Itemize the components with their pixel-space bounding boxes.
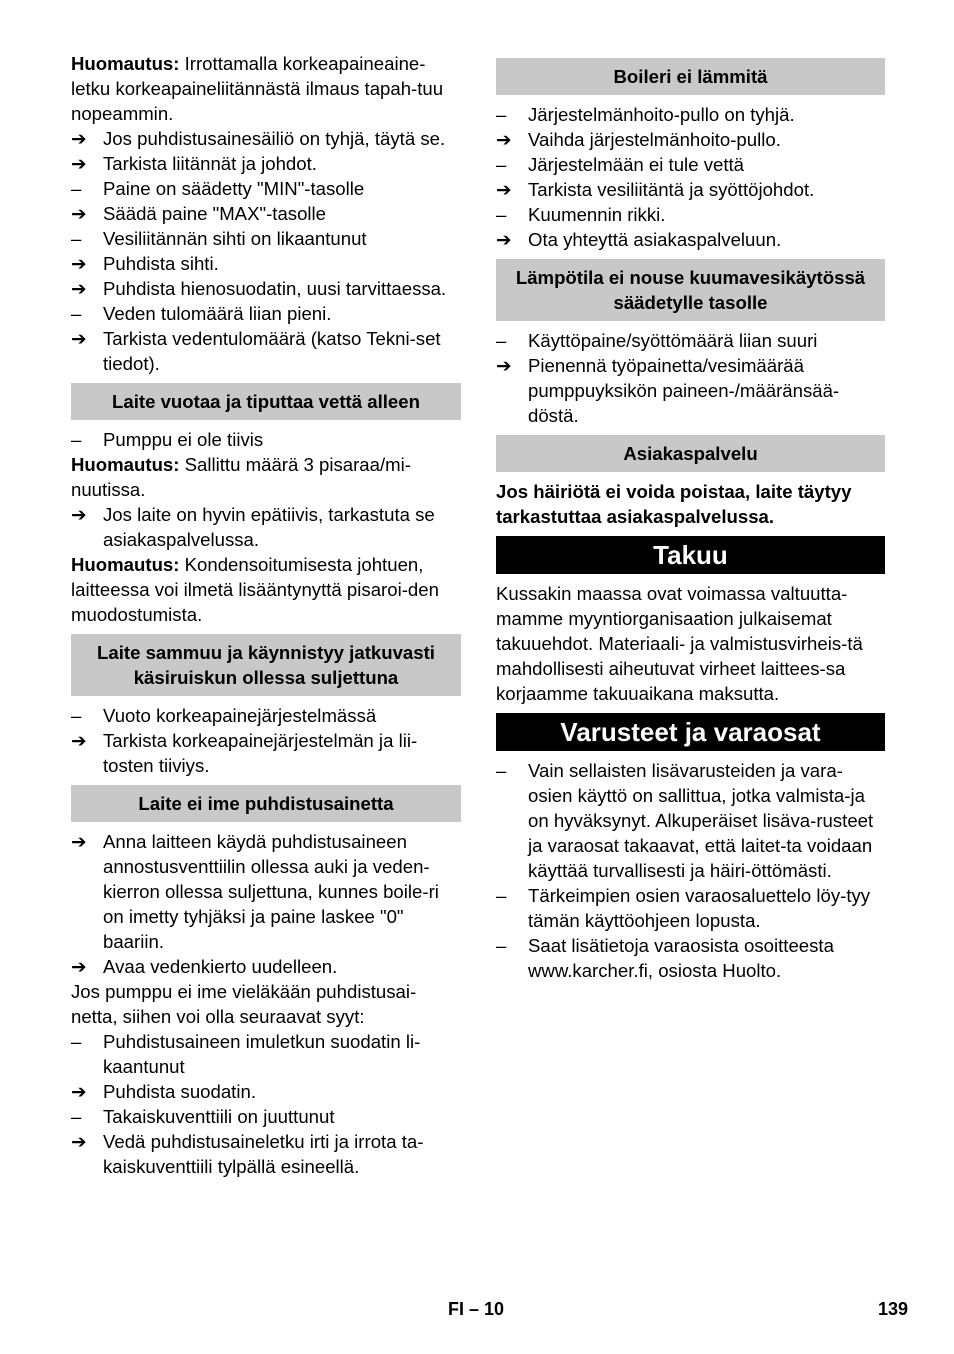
action-item — [71, 326, 461, 376]
item-text: Vain sellaisten lisävarusteiden ja vara-osien käyttö on sallittua, jotka valmista-ja on hyväksynyt. Alkuperäiset lisäva-rusteet ja varaosat takaavat, että laitet-ta voidaan käyttää turvallisesti ja häiri-öttömästi. — [528, 760, 874, 881]
action-item — [71, 276, 461, 301]
item-text: Pienennä työpainetta/vesimäärää pumppuyksikön paineen-/määränsää-döstä. — [528, 355, 840, 426]
action-item — [496, 127, 885, 152]
note-label: Huomautus: — [71, 554, 180, 575]
dash-icon: – — [496, 935, 507, 956]
paragraph — [71, 979, 461, 1029]
dash-icon: – — [71, 1106, 82, 1127]
dash-icon: – — [496, 154, 507, 175]
arrow-right-icon: ➔ — [71, 730, 87, 751]
section-subheading: Laite ei ime puhdistusainetta — [71, 785, 461, 822]
cause-item — [496, 883, 885, 933]
section-subheading: Boileri ei lämmitä — [496, 58, 885, 95]
paragraph — [71, 452, 461, 502]
item-text: Puhdista suodatin. — [103, 1081, 256, 1102]
cause-item — [71, 703, 461, 728]
item-text: Tarkista vesiliitäntä ja syöttöjohdot. — [528, 179, 815, 200]
dash-icon: – — [71, 178, 82, 199]
action-item — [71, 502, 461, 552]
arrow-right-icon: ➔ — [71, 253, 87, 274]
dash-icon: – — [71, 303, 82, 324]
item-text: Vuoto korkeapainejärjestelmässä — [103, 705, 377, 726]
section-heading: Varusteet ja varaosat — [496, 713, 885, 751]
item-text: Jos puhdistusainesäiliö on tyhjä, täytä se. — [103, 128, 446, 149]
action-item — [71, 201, 461, 226]
item-text: Puhdistusaineen imuletkun suodatin li-kaantunut — [103, 1031, 421, 1077]
arrow-right-icon: ➔ — [496, 355, 512, 376]
action-item — [71, 954, 461, 979]
arrow-right-icon: ➔ — [71, 203, 87, 224]
item-text: Avaa vedenkierto uudelleen. — [103, 956, 338, 977]
dash-icon: – — [71, 429, 82, 450]
cause-item — [71, 1029, 461, 1079]
item-text: Vedä puhdistusaineletku irti ja irrota ta-kaiskuventtiili tylpällä esineellä. — [103, 1131, 424, 1177]
section-subheading: Asiakaspalvelu — [496, 435, 885, 472]
action-item — [71, 728, 461, 778]
arrow-right-icon: ➔ — [71, 153, 87, 174]
section-subheading: Lämpötila ei nouse kuumavesikäytössä säädetylle tasolle — [496, 259, 885, 321]
note-label: Huomautus: — [71, 454, 180, 475]
arrow-right-icon: ➔ — [71, 1131, 87, 1152]
arrow-right-icon: ➔ — [71, 831, 87, 852]
item-text: Vaihda järjestelmänhoito-pullo. — [528, 129, 781, 150]
right-column — [496, 51, 885, 983]
item-text: Järjestelmänhoito-pullo on tyhjä. — [528, 104, 795, 125]
arrow-right-icon: ➔ — [496, 129, 512, 150]
action-item — [71, 1129, 461, 1179]
section-subheading: Laite sammuu ja käynnistyy jatkuvasti käsiruiskun ollessa suljettuna — [71, 634, 461, 696]
cause-item — [496, 328, 885, 353]
dash-icon: – — [496, 760, 507, 781]
action-item — [71, 126, 461, 151]
cause-item — [496, 102, 885, 127]
item-text: Tarkista korkeapainejärjestelmän ja lii-tosten tiiviys. — [103, 730, 418, 776]
cause-item — [496, 152, 885, 177]
arrow-right-icon: ➔ — [71, 504, 87, 525]
cause-item — [71, 427, 461, 452]
section-heading: Takuu — [496, 536, 885, 574]
item-text: Veden tulomäärä liian pieni. — [103, 303, 332, 324]
item-text: Säädä paine "MAX"-tasolle — [103, 203, 327, 224]
action-item — [496, 227, 885, 252]
dash-icon: – — [71, 705, 82, 726]
action-item — [71, 829, 461, 954]
dash-icon: – — [496, 204, 507, 225]
footer-language-page: FI – 10 — [448, 1299, 505, 1319]
item-text: Kuumennin rikki. — [528, 204, 666, 225]
item-text: Puhdista sihti. — [103, 253, 219, 274]
footer-page-number: 139 — [878, 1299, 909, 1319]
item-text: Jos laite on hyvin epätiivis, tarkastuta se asiakaspalvelussa. — [103, 504, 435, 550]
paragraph-text: Jos pumppu ei ime vieläkään puhdistusai-netta, siihen voi olla seuraavat syyt: — [71, 981, 417, 1027]
action-item — [71, 1079, 461, 1104]
cause-item — [71, 176, 461, 201]
cause-item — [496, 933, 885, 983]
dash-icon: – — [496, 104, 507, 125]
item-text: Järjestelmään ei tule vettä — [528, 154, 745, 175]
paragraph-text: Kondensoitumisesta johtuen, laitteessa voi ilmetä lisääntynyttä pisaroi-den muodostumista. — [71, 554, 439, 625]
cause-item — [71, 301, 461, 326]
arrow-right-icon: ➔ — [71, 328, 87, 349]
page-footer — [0, 1297, 954, 1327]
bold-paragraph: Jos häiriötä ei voida poistaa, laite täytyy tarkastuttaa asiakaspalvelussa. — [496, 481, 852, 527]
arrow-right-icon: ➔ — [71, 956, 87, 977]
dash-icon: – — [496, 885, 507, 906]
dash-icon: – — [71, 228, 82, 249]
cause-item — [496, 758, 885, 883]
item-text: Tarkista vedentulomäärä (katso Tekni-set tiedot). — [103, 328, 441, 374]
item-text: Paine on säädetty "MIN"-tasolle — [103, 178, 365, 199]
item-text: Vesiliitännän sihti on likaantunut — [103, 228, 367, 249]
paragraph — [71, 552, 461, 627]
item-text: Ota yhteyttä asiakaspalveluun. — [528, 229, 782, 250]
paragraph-text: Kussakin maassa ovat voimassa valtuutta-mamme myyntiorganisaation julkaisemat takuuehdot. Materiaali- ja valmistusvirheis-tä mahdollisesti aiheutuvat virheet laittees-sa korjaamme takuuaikana maksutta. — [496, 583, 863, 704]
item-text: Tärkeimpien osien varaosaluettelo löy-tyy tämän käyttöohjeen lopusta. — [528, 885, 871, 931]
action-item — [71, 251, 461, 276]
paragraph-text: Irrottamalla korkeapaineaine-letku korkeapaineliitännästä ilmaus tapah-tuu nopeammin. — [71, 53, 444, 124]
paragraph-text: Sallittu määrä 3 pisaraa/mi-nuutissa. — [71, 454, 411, 500]
item-text: Puhdista hienosuodatin, uusi tarvittaessa. — [103, 278, 447, 299]
arrow-right-icon: ➔ — [71, 128, 87, 149]
item-text: Tarkista liitännät ja johdot. — [103, 153, 317, 174]
arrow-right-icon: ➔ — [496, 179, 512, 200]
arrow-right-icon: ➔ — [71, 278, 87, 299]
action-item — [496, 177, 885, 202]
dash-icon: – — [496, 330, 507, 351]
cause-item — [71, 1104, 461, 1129]
paragraph — [496, 581, 885, 706]
cause-item — [496, 202, 885, 227]
item-text: Käyttöpaine/syöttömäärä liian suuri — [528, 330, 818, 351]
dash-icon: – — [71, 1031, 82, 1052]
item-text: Takaiskuventtiili on juuttunut — [103, 1106, 335, 1127]
item-text: Anna laitteen käydä puhdistusaineen annostusventtiilin ollessa auki ja veden-kierron ollessa suljettuna, kunnes boile-ri on imetty tyhjäksi ja paine laskee "0" baariin. — [103, 831, 439, 952]
left-column — [71, 51, 461, 1179]
item-text: Pumppu ei ole tiivis — [103, 429, 264, 450]
arrow-right-icon: ➔ — [496, 229, 512, 250]
action-item — [71, 151, 461, 176]
arrow-right-icon: ➔ — [71, 1081, 87, 1102]
action-item — [496, 353, 885, 428]
item-text: Saat lisätietoja varaosista osoitteesta www.karcher.fi, osiosta Huolto. — [528, 935, 834, 981]
cause-item — [71, 226, 461, 251]
paragraph — [71, 51, 461, 126]
section-subheading: Laite vuotaa ja tiputtaa vettä alleen — [71, 383, 461, 420]
note-label: Huomautus: — [71, 53, 180, 74]
